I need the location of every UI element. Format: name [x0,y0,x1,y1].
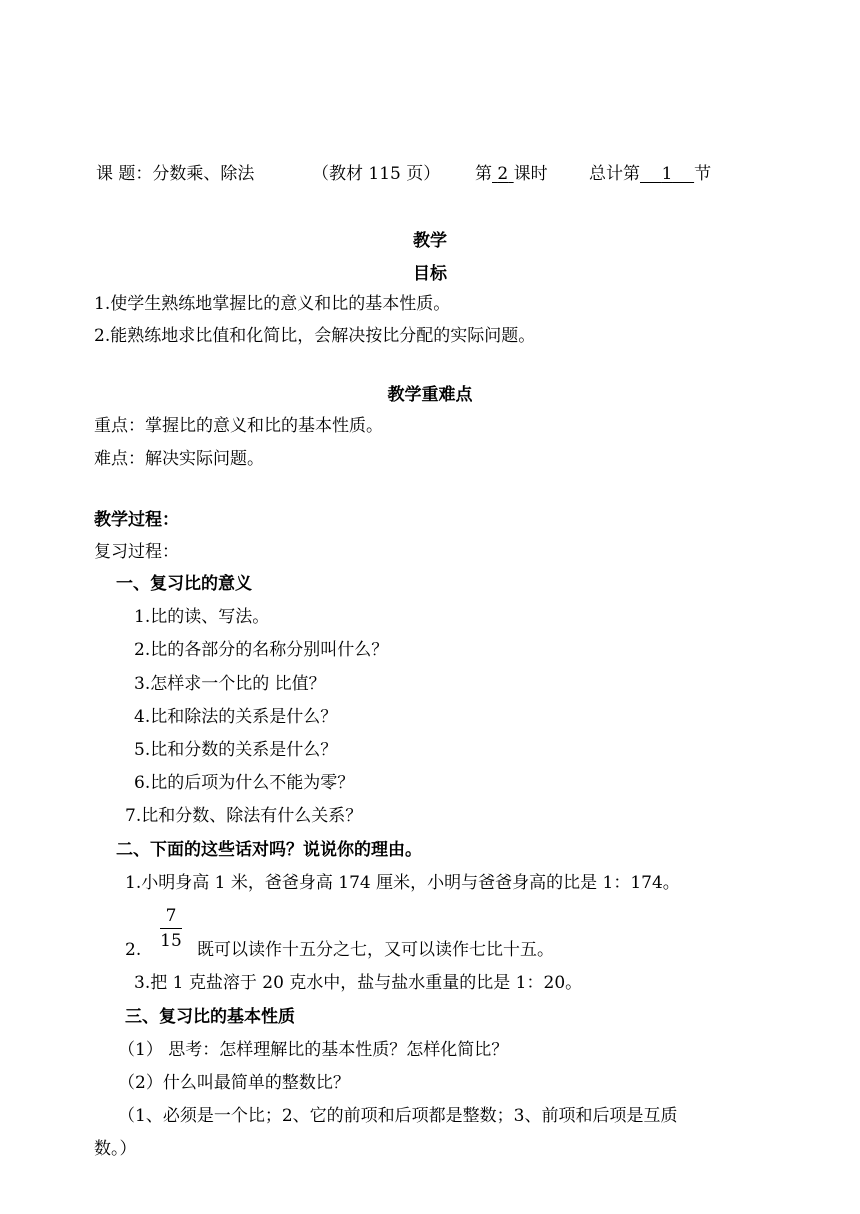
list-item: 1.小明身高 1 米，爸爸身高 174 厘米，小明与爸爸身高的比是 1：174。 [125,873,680,893]
list-item: 2.比的各部分的名称分别叫什么？ [134,640,389,660]
total-prefix: 总计第 [589,164,640,184]
lesson-header [96,161,796,187]
lesson-prefix: 第 [475,164,492,184]
note-line: 数。） [94,1139,137,1159]
fraction-numerator: 7 [165,906,177,926]
objectives-heading-line1: 教学 [413,231,447,251]
objective-item: 1.使学生熟练地掌握比的意义和比的基本性质。 [94,294,451,314]
key-point-focus: 重点：掌握比的意义和比的基本性质。 [94,416,383,436]
key-point-difficulty: 难点：解决实际问题。 [94,449,264,469]
list-item: 3.怎样求一个比的 比值？ [134,674,326,694]
total-count [589,161,711,187]
review-label: 复习过程： [94,542,179,562]
subject-label: 课 题：分数乘、除法 [96,164,255,184]
list-item: （2）什么叫最简单的整数比？ [118,1073,350,1093]
objective-item: 2.能熟练地求比值和化简比，会解决按比分配的实际问题。 [94,326,536,346]
section2-title: 二、下面的这些话对吗？说说你的理由。 [116,840,422,860]
lesson-number: 2 [497,164,509,184]
list-item: 4.比和除法的关系是什么？ [134,707,338,727]
fraction-denominator: 15 [160,931,182,951]
list-item: 6.比的后项为什么不能为零？ [134,773,355,793]
list-item: 1.比的读、写法。 [134,607,270,627]
fraction-bar [160,928,182,929]
textbook-ref: （教材 115 页） [312,164,441,184]
fraction [157,905,185,952]
list-item: 既可以读作十五分之七，又可以读作七比十五。 [197,940,554,960]
section3-title: 三、复习比的基本性质 [125,1007,295,1027]
list-item: 3.把 1 克盐溶于 20 克水中，盐与盐水重量的比是 1：20。 [134,973,583,993]
lesson-suffix: 课时 [513,164,548,184]
process-heading: 教学过程： [94,510,179,530]
total-suffix: 节 [694,164,712,184]
objectives-heading-line2: 目标 [413,264,447,284]
note-line: （1、必须是一个比；2、它的前项和后项都是整数；3、前项和后项是互质 [118,1106,678,1126]
list-item-prefix: 2. [125,940,142,960]
list-item: 5.比和分数的关系是什么？ [134,740,338,760]
list-item: 7.比和分数、除法有什么关系？ [125,806,363,826]
total-number: 1 [661,164,673,184]
lesson-count [475,161,548,187]
list-item: （1） 思考：怎样理解比的基本性质？怎样化简比？ [118,1040,509,1060]
key-points-heading: 教学重难点 [387,385,473,405]
section1-title: 一、复习比的意义 [116,574,252,594]
